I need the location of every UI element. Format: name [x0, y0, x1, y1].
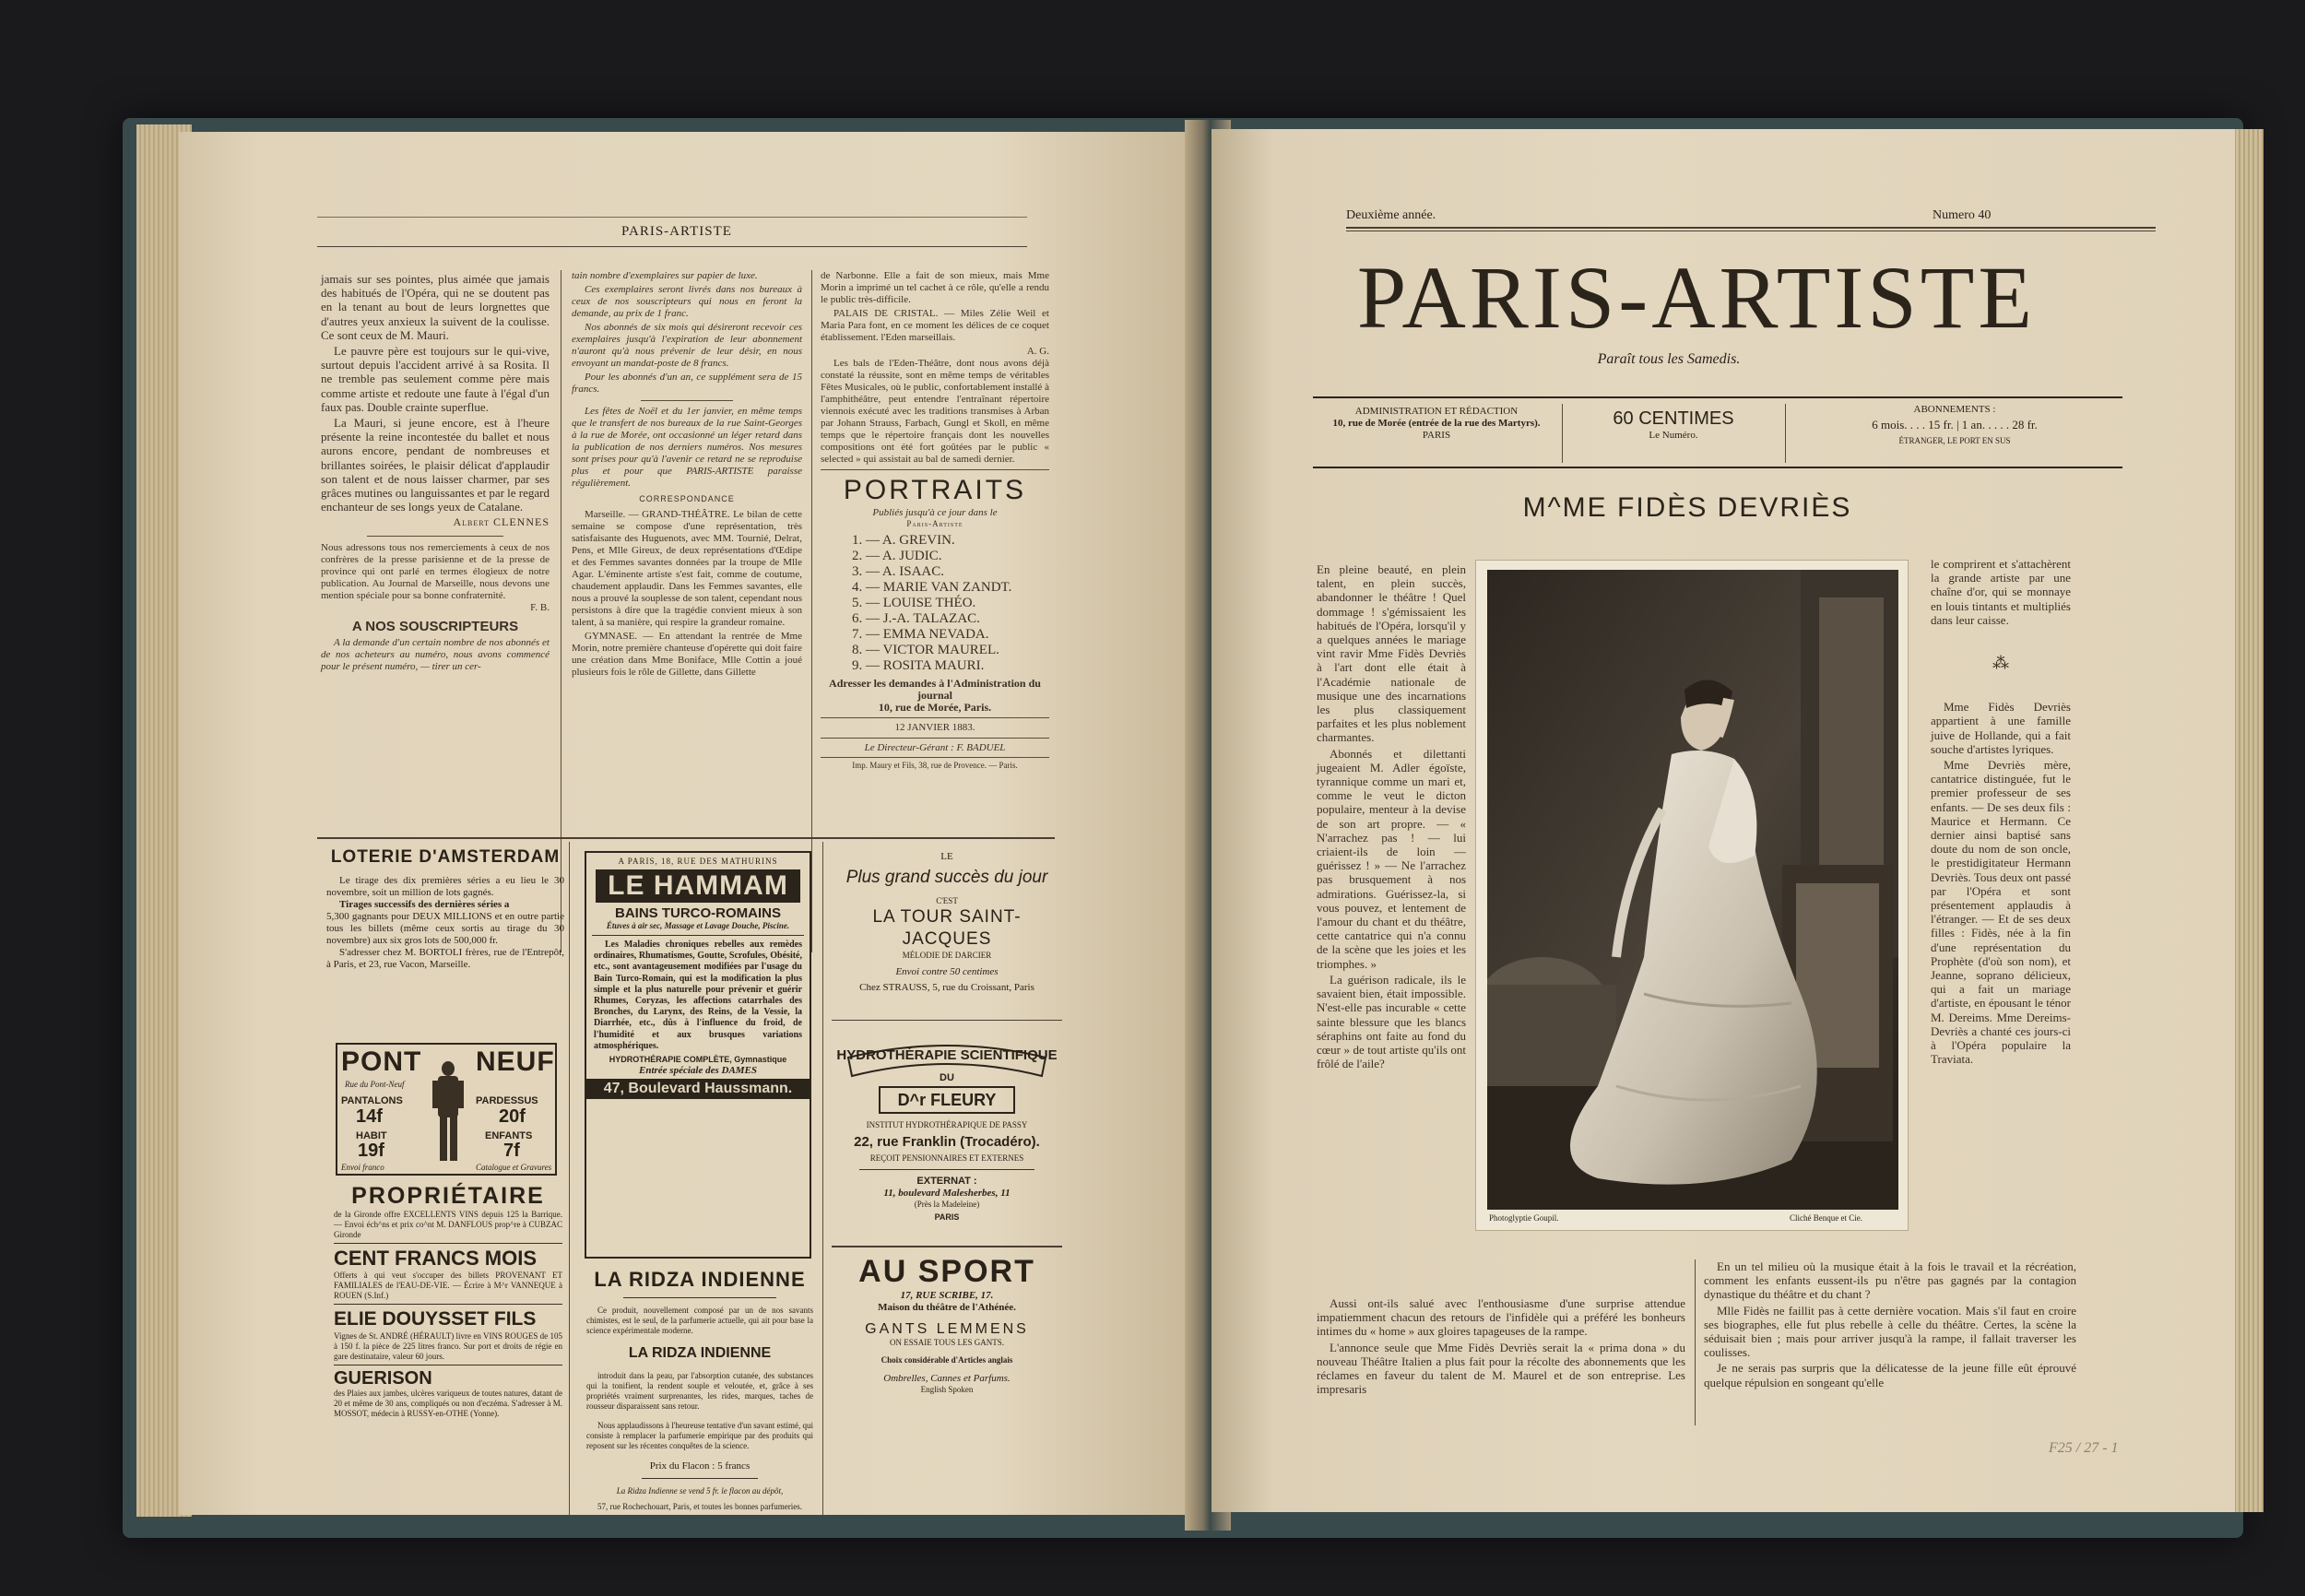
portraits-subtitle-2: Paris-Artiste — [906, 519, 963, 528]
list-item: 7. — EMMA NEVADA. — [852, 627, 989, 642]
ad-text: Étuves à air sec, Massage et Lavage Douche, Piscine. — [606, 921, 790, 930]
ridza-ad — [586, 1268, 813, 1512]
signature: F. B. — [530, 601, 550, 613]
section-heading: CORRESPONDANCE — [639, 494, 735, 503]
ad-text: 17, RUE SCRIBE, 17. — [900, 1290, 994, 1301]
ad-text: EXTERNAT : — [916, 1176, 977, 1187]
ad-text: PANTALONS — [341, 1095, 403, 1106]
ad-text: 47, Boulevard Haussmann. — [586, 1079, 810, 1099]
ad-column-1b — [334, 1183, 562, 1419]
ad-text: Rue du Pont-Neuf — [345, 1080, 405, 1089]
ad-text: Tirages successifs des dernières séries a — [339, 899, 510, 910]
ad-title: PROPRIÉTAIRE — [351, 1183, 545, 1209]
ad-title: D^r FLEURY — [897, 1091, 997, 1109]
ad-text: Choix considérable d'Articles anglais — [881, 1355, 1013, 1365]
ad-text: PARIS — [934, 1212, 960, 1222]
ad-title: ELIE DOUYSSET FILS — [334, 1308, 537, 1330]
portraits-list — [852, 533, 1049, 674]
paragraph: jamais sur ses pointes, plus aimée que jamais des habitués de l'Opéra, qui ne se doutent pas en la tenant au bout de leurs lorgnettes que d'autres yeux anxieux la suivent de la coulisse. Ce sont ceux de M. Mauri. — [321, 272, 550, 342]
ad-text: Envoi contre 50 centimes — [895, 966, 999, 977]
ad-text: S'adresser chez M. BORTOLI frères, rue de l'Entrepôt, à Paris, et 23, rue Vacon, Marseille. — [326, 947, 564, 970]
ad-title: MOIS — [484, 1247, 538, 1270]
ad-text: Ombrelles, Cannes et Parfums. — [883, 1373, 1011, 1384]
price: 14f — [356, 1106, 383, 1127]
ad-title: AU SPORT — [858, 1254, 1035, 1289]
ad-column-1 — [326, 847, 564, 971]
gerant: Le Directeur-Gérant : F. BADUEL — [864, 742, 1006, 753]
info-bar — [1313, 396, 2122, 468]
paragraph: Mme Devriès mère, cantatrice distinguée, fut le premier professeur de ses enfants. — De ses deux fils : Maurice et Hermann. Ce dernier ainsi baptisé sans doute du nom de son oncle, le prestidigitateur Hermann Devriès. Tous deux ont passé par l'Opéra et sont présentement applaudis à l'étranger. — Et de ses deux filles : Fidès, née à la fin d'une représentation du Prophète (d'où son nom), et Jeanne, soprano délicieux, qui a fait un mariage d'artiste, en épousant le ténor M. Dereims. Mme Dereims-Devriès a chanté ces jours-ci à l'Opéra populaire la Traviata. — [1931, 758, 2071, 1067]
admin-city: PARIS — [1422, 430, 1451, 441]
ad-text: Chez STRAUSS, 5, rue du Croissant, Paris — [859, 982, 1034, 993]
ad-title: HYDROTHÉRAPIE SCIENTIFIQUE — [836, 1047, 1058, 1063]
article-column-left — [1317, 562, 1466, 1072]
section-heading: A NOS SOUSCRIPTEURS — [351, 618, 519, 634]
admin-address: 10, rue de Morée (entrée de la rue des Martyrs). — [1332, 418, 1541, 429]
subscription-prices: 6 mois. . . . 15 fr. | 1 an. . . . . 28 fr. — [1872, 418, 2038, 432]
price: 7f — [503, 1141, 520, 1161]
paragraph: En pleine beauté, en plein talent, en plein succès, abandonner le théâtre ! Quel dommage ! s'gémissaient les habitués de l'Opéra, lorsqu'il y a quelques années le mariage vint ravir Mme Fidès Devriès à l'art dont elle était à l'Académie nationale de musique une des incarnations les plus classiquement parfaites et les plus noblement charmantes. — [1317, 562, 1466, 745]
list-item: 4. — MARIE VAN ZANDT. — [852, 580, 1012, 595]
ad-title: Plus grand succès du jour — [845, 868, 1048, 887]
ad-text: Envoi franco — [341, 1163, 384, 1172]
paragraph: La guérison radicale, ils le savaient bien, était impossible. N'est-elle pas incurable « cette sainte blessure que les blancs séraphins ont faite au fond du cœur » de tout artiste qu'ils ont frôlé de l'aile? — [1317, 972, 1466, 1071]
price: 60 CENTIMES — [1613, 408, 1734, 429]
ad-text: 5,300 gagnants pour DEUX MILLIONS et en outre partie tous les billets (même ceux sortis au tirage du 30 novembre) aux six gros lots de 500,000 fr. — [326, 911, 564, 946]
pont-neuf-ad — [336, 1043, 557, 1176]
portraits-heading: PORTRAITS — [843, 475, 1027, 505]
orders-note: Adresser les demandes à l'Administration du journal — [829, 677, 1041, 702]
paragraph: En un tel milieu où la musique était à la fois le travail et la récréation, comment les enfants eussent-ils pu n'être pas gagnés par la contagion dynastique du théâtre et du chant ? — [1704, 1259, 2076, 1302]
price: Prix du Flacon : 5 francs — [649, 1460, 751, 1472]
admin-label: ADMINISTRATION ET RÉDACTION — [1354, 406, 1519, 417]
ad-text: Ce produit, nouvellement composé par un de nos savants chimistes, est le seul, de la parfumerie actuelle, qui ait pour base la science expérimentale moderne. — [586, 1306, 813, 1335]
ad-text: ENFANTS — [485, 1130, 533, 1141]
ad-text: Le tirage des dix premières séries a eu lieu le 30 novembre, soit un million de lots gagnés. — [326, 875, 564, 898]
subscription-note: ÉTRANGER, LE PORT EN SUS — [1898, 436, 2011, 445]
paragraph: A la demande d'un certain nombre de nos abonnés et de nos acheteurs au numéro, nous avons commencé pour le présent numéro, — tirer un cer- — [321, 636, 550, 672]
ad-text: Nous applaudissons à l'heureuse tentative d'un savant estimé, qui consiste à remplacer la parfumerie empirique par des produits qui reposent sur les récentes conquêtes de la science. — [586, 1421, 813, 1450]
ad-title: GANTS LEMMENS — [865, 1321, 1029, 1337]
article-bottom-right — [1704, 1259, 2076, 1391]
subscription-box — [1787, 404, 2122, 446]
paragraph: Je ne serais pas surpris que la délicatesse de la jeune fille eût éprouvé quelque répulsion en songeant qu'elle — [1704, 1361, 2076, 1389]
ad-text: Maison du théâtre de l'Athénée. — [878, 1302, 1016, 1313]
price: 19f — [358, 1141, 384, 1161]
paragraph: La Mauri, si jeune encore, est à l'heure présente la reine incontestée du ballet et nous aurons encore, pendant de nombreuses et brillantes soirées, le plaisir délicat d'applaudir son talent et de nous laisser charmer, par ses grâces mutines ou languissantes et par le regard enchanteur de ses longs yeux de Catalane. — [321, 416, 550, 514]
paragraph: L'annonce seule que Mme Fidès Devriès serait la « prima dona » du nouveau Théâtre Italien a plus fait pour la récolte des abonnements que les réclames en faveur du talent de M. Maurel et de son entreprise. Les impresaris — [1317, 1340, 1685, 1397]
article-column-1 — [321, 272, 550, 673]
issue-date: 12 JANVIER 1883. — [894, 722, 975, 733]
masthead: PARIS-ARTISTE — [1356, 248, 2037, 347]
ad-title: CENT FRANCS — [334, 1247, 479, 1270]
list-item: 8. — VICTOR MAUREL. — [852, 643, 999, 657]
ad-text: C'EST — [936, 896, 958, 905]
paragraph: GYMNASE. — En attendant la rentrée de Mme Morin, notre première chanteuse d'opérette qui doit faire une création dans Mme Boniface, Mlle Cottin a joué plusieurs fois le rôle de Gillette, dans Gillette — [572, 631, 802, 678]
ad-text: La Ridza Indienne se vend 5 fr. le flacon au dépôt, — [616, 1486, 784, 1496]
ad-title: LOTERIE D'AMSTERDAM — [330, 847, 561, 867]
left-page — [179, 132, 1191, 1515]
ad-text: (Près la Madeleine) — [914, 1200, 980, 1209]
ad-title: GUERISON — [334, 1368, 432, 1389]
ad-text: 22, rue Franklin (Trocadéro). — [854, 1134, 1040, 1150]
ad-subtitle: BAINS TURCO-ROMAINS — [615, 905, 781, 921]
ad-text: PARDESSUS — [476, 1095, 538, 1106]
volume-label: Deuxième année. — [1346, 208, 1436, 222]
paragraph: PALAIS DE CRISTAL. — Miles Zélie Weil et Maria Para font, en ce moment les délices de ce coquet établissement. l'Eden marseillais. — [821, 308, 1049, 343]
imprint: Imp. Maury et Fils, 38, rue de Provence. — Paris. — [852, 761, 1018, 770]
list-item: 1. — A. GREVIN. — [852, 533, 955, 548]
hammam-ad — [585, 851, 811, 1259]
signature: Albert CLENNES — [453, 515, 550, 529]
ad-text: MÉLODIE DE DARCIER — [902, 951, 992, 960]
ad-text: 57, rue Rochechouart, Paris, et toutes les bonnes parfumeries. — [597, 1502, 802, 1511]
paragraph: Mlle Fidès ne faillit pas à cette dernière vocation. Mais s'il faut en croire ses biographes, elle fut plus rebelle à celle du théâtre. Certes, la scène la séduisait bien ; mais pour arriver jusqu'à la rampe, il fallait traverser les coulisses. — [1704, 1303, 2076, 1360]
admin-box — [1313, 406, 1560, 442]
price-label: Le Numéro. — [1649, 430, 1698, 441]
price-box — [1564, 408, 1783, 442]
running-head: PARIS-ARTISTE — [621, 224, 732, 239]
paragraph: le comprirent et s'attachèrent la grande artiste par une chaîne d'or, qui se monnaye en louis tintants et multipliés dans leur caisse. — [1931, 557, 2071, 627]
issue-number: Numero 40 — [1933, 208, 1992, 222]
article-bottom-left — [1317, 1296, 1685, 1398]
ad-text: Catalogue et Gravures — [476, 1163, 552, 1172]
paragraph: Nos abonnés de six mois qui désireront recevoir ces exemplaires jusqu'à l'expiration de leur abonnement n'auront qu'à nous prévenir de leur désir, en nous envoyant un mandat-poste de 8 francs. — [572, 322, 802, 369]
ornament: ⁂ — [1992, 654, 2009, 673]
ad-text: Vignes de St. ANDRÉ (HÉRAULT) livre en VINS ROUGES de 105 à 150 f. la pièce de 225 litres franco. Sur port et droits de régie en gare destinataire, valeur 60 jours. — [334, 1331, 562, 1361]
paragraph: Abonnés et dilettanti jugeaient M. Adler égoïste, tyrannique comme un mari et, comme le veut le dicton populaire, menteur à la devise de son art propre. — « N'arrachez pas ! — lui criaient-ils de loin — guérissez ! » — Ne l'arrachez pas brusquement à nos admirations. Guérissez-la, si vous pouvez, et lentement de l'amour du chant et du théâtre, cette cantatrice qui n'a connu de la scène que les joies et les triomphes. » — [1317, 746, 1466, 971]
ad-text: English Spoken — [920, 1385, 974, 1394]
portrait-photograph — [1475, 560, 1909, 1231]
subscription-label: ABONNEMENTS : — [1913, 404, 1996, 415]
ad-subtitle: LA RIDZA INDIENNE — [628, 1345, 772, 1361]
paragraph: Nous adressons tous nos remerciements à ceux de nos confrères de la presse parisienne et de la presse de province qui ont parlé en termes élogieux de notre publication. Au Journal de Marseille, nous devons une mention spéciale pour sa bonne confraternité. — [321, 541, 550, 601]
list-item: 5. — LOUISE THÉO. — [852, 596, 976, 610]
portrait-image — [1487, 570, 1898, 1210]
article-column-right — [1931, 557, 2071, 1069]
article-column-2 — [572, 270, 802, 680]
ad-text: Entrée spéciale des DAMES — [638, 1065, 758, 1077]
paragraph: Les bals de l'Eden-Théâtre, dont nous avons déjà constaté la réussite, sont en même temps de véritables Fêtes Musicales, où le public, confortablement installé à l'amphithéâtre, peut entendre l'entraînant répertoire viennois exécuté avec les traditions transmises à Arban par Johann Strauss, Farbach, Gungl et Skoll, en même temps que le répertoire français dont les nouvelles compositions ont été fort goûtées par le public « selected » qui assistait au bal de samedi dernier. — [821, 358, 1049, 465]
orders-address: 10, rue de Morée, Paris. — [878, 701, 992, 714]
ad-text: des Plaies aux jambes, ulcères variqueux de toutes natures, datant de 20 et même de 30 ans, compliqués ou non d'eczéma. S'adresser à M. MOSSOT, médecin à RUSSY-en-OTHE (Yonne). — [334, 1389, 562, 1418]
list-item: 6. — J.-A. TALAZAC. — [852, 611, 980, 626]
paragraph: Mme Fidès Devriès appartient à une famille juive de Hollande, qui a fait souche d'artistes lyriques. — [1931, 700, 2071, 756]
paragraph: de Narbonne. Elle a fait de son mieux, mais Mme Morin a imprimé un tel cachet à ce rôle, qu'elle a rendu le public très-difficile. — [821, 270, 1049, 305]
article-title: M^ME FIDÈS DEVRIÈS — [1522, 492, 1852, 523]
paragraph: Marseille. — GRAND-THÉÂTRE. Le bilan de cette semaine se compose d'une représentation, très satisfaisante des Huguenots, avec MM. Tournié, Delrat, Pens, et Mlle Gireux, de deux représentations d'Œdipe et des Femmes savantes données par la troupe de Mlle Agar. L'éminente artiste s'est fait, comme de coutume, chaudement applaudir. Dans les Femmes savantes, elle nous a prouvé la souplesse de son talent, cependant nous persistons à dire que la tragédie convient mieux à son talent, à sa manière, qui respire la grandeur romaine. — [572, 509, 802, 628]
ad-text: Les Maladies chroniques rebelles aux remèdes ordinaires, Rhumatismes, Goutte, Scrofules, Obésité, etc., sont avantageusement modifiées par l'usage du Bain Turco-Romain, qui est la modification la plus simple et la plus naturelle pour prévenir et guérir Rhumes, Coryzas, les affections catarrhales des Bronches, du Larynx, des Reins, de la Vessie, la Diarrhée, etc., dûs à l'influence du froid, de l'humidité et aux brusques variations atmosphériques. — [594, 940, 802, 1051]
ad-text: introduit dans la peau, par l'absorption cutanée, des substances qui la tonifient, la rendent souple et veloutée, et, grâce à ses propriétés vraiment surprenantes, les rides, marques, taches de rousseur disparaissent sans retour. — [586, 1371, 813, 1411]
tour-saint-jacques-ad — [832, 851, 1062, 994]
ad-text: DU — [940, 1072, 954, 1083]
paragraph: Pour les abonnés d'un an, ce supplément sera de 15 francs. — [572, 372, 802, 395]
signature: A. G. — [1026, 346, 1049, 357]
ad-text: de la Gironde offre EXCELLENTS VINS depuis 125 la Barrique. — Envoi éch^ns et prix co^nt M. DANFLOUS prop^re à CUBZAC Gironde — [334, 1210, 562, 1239]
hydrotherapie-ad — [832, 1032, 1062, 1223]
pencil-annotation: F25 / 27 - 1 — [2049, 1440, 2119, 1456]
paragraph: Ces exemplaires seront livrés dans nos bureaux à ceux de nos souscripteurs qui nous en feront la demande, au prix de 1 franc. — [572, 284, 802, 319]
tagline: Paraît tous les Samedis. — [1597, 351, 1741, 367]
ad-text: REÇOIT PENSIONNAIRES ET EXTERNES — [869, 1153, 1024, 1163]
ad-text: Offerts à qui veut s'occuper des billets PROVENANT ET FAMILIALES de l'EAU-DE-VIE. — Écrire à M^r VANNEQUE à ROUEN (S.Inf.) — [334, 1271, 562, 1300]
ad-title: PONT — [341, 1046, 422, 1077]
article-column-3 — [821, 270, 1049, 771]
figure-illustration — [425, 1058, 471, 1168]
ad-text: ON ESSAIE TOUS LES GANTS. — [890, 1338, 1004, 1347]
ad-text: 11, boulevard Malesherbes, 11 — [883, 1188, 1011, 1199]
paragraph: Les fêtes de Noël et du 1er janvier, en même temps que le transfert de nos bureaux de la rue Saint-Georges à la rue de Morée, ont occasionné un léger retard dans la publication de nos derniers numéros. Nos mesures sont prises pour qu'à l'avenir ce retard ne se reproduise plus et pour que PARIS-ARTISTE paraisse régulièrement. — [572, 406, 802, 489]
list-item: 9. — ROSITA MAURI. — [852, 658, 985, 673]
ad-title: LA RIDZA INDIENNE — [594, 1268, 806, 1291]
ad-text: LE — [940, 851, 953, 862]
list-item: 2. — A. JUDIC. — [852, 549, 942, 563]
ad-text: HYDROTHÉRAPIE COMPLÈTE, Gymnastique — [609, 1055, 787, 1065]
price: 20f — [499, 1106, 526, 1127]
list-item: 3. — A. ISAAC. — [852, 564, 945, 579]
au-sport-ad — [832, 1253, 1062, 1395]
ad-title: NEUF — [476, 1046, 555, 1077]
paragraph: Aussi ont-ils salué avec l'enthousiasme d'une surprise attendue impatiemment chacun des retours de l'infidèle qui a préféré les bonheurs intimes du « home » aux gloires tapageuses de la rampe. — [1317, 1296, 1685, 1339]
ad-title: LE HAMMAM — [596, 869, 800, 903]
ad-text: A PARIS, 18, RUE DES MATHURINS — [618, 857, 778, 866]
portraits-subtitle: Publiés jusqu'à ce jour dans le — [872, 507, 998, 518]
paragraph: Le pauvre père est toujours sur le qui-vive, surtout depuis l'accident arrivé à sa Rosita. Il ne tremble pas seulement comme père mais comme artiste et redoute une faute à l'égal d'un faux pas. Double crainte superflue. — [321, 344, 550, 414]
ad-text: HABIT — [356, 1130, 387, 1141]
photo-credit-left: Photoglyptie Goupil. — [1489, 1213, 1559, 1223]
ad-text: INSTITUT HYDROTHÉRAPIQUE DE PASSY — [866, 1120, 1028, 1129]
photo-credit-right: Cliché Benque et Cie. — [1790, 1213, 1862, 1223]
paragraph: tain nombre d'exemplaires sur papier de luxe. — [572, 270, 758, 281]
ad-title: LA TOUR SAINT-JACQUES — [872, 907, 1022, 949]
